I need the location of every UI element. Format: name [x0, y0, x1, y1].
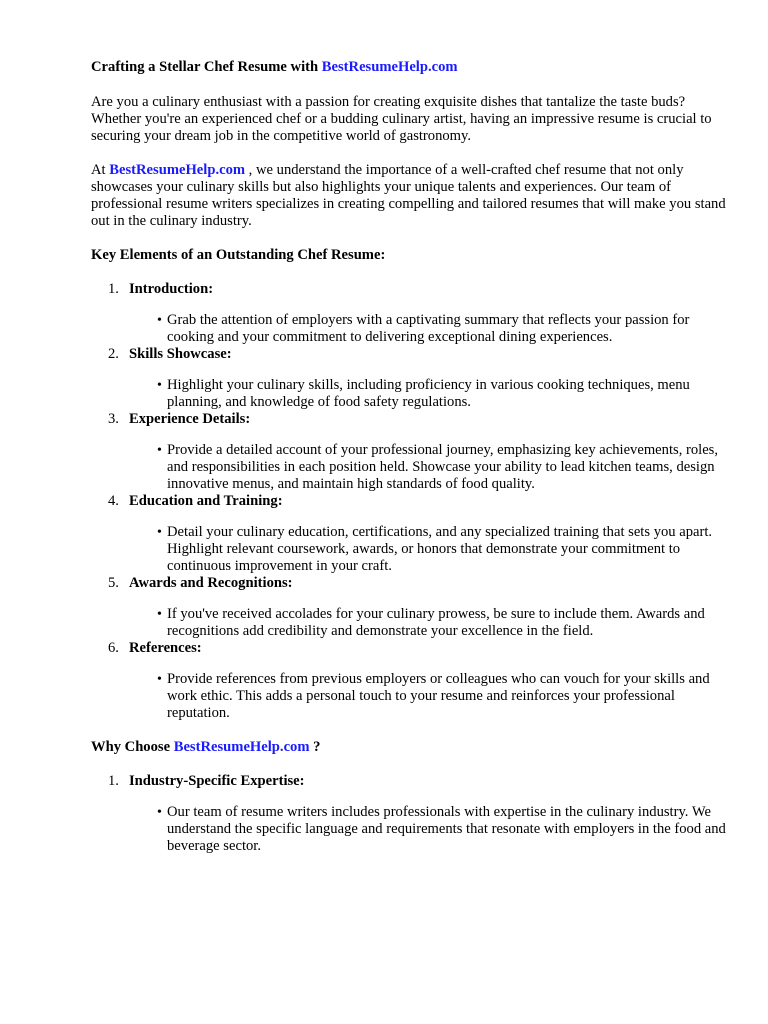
- document-page: [91, 59, 731, 855]
- bullet-item: [129, 671, 731, 722]
- list-item: [91, 411, 731, 493]
- list-item: [91, 493, 731, 575]
- bullet-text: Detail your culinary education, certifications, and any specialized training that sets you apart. Highlight relevant coursework, awards, or honors that demonstrate your commitment to continuous improvement in your craft.: [167, 524, 713, 574]
- key-elements-list: [91, 281, 731, 722]
- about-paragraph: [91, 162, 731, 230]
- list-item: [91, 575, 731, 640]
- item-number: 5.: [108, 575, 119, 591]
- item-title: Introduction:: [129, 281, 214, 297]
- bullet-item: [129, 377, 731, 411]
- bullet-list: [129, 312, 731, 346]
- bullet-list: [129, 606, 731, 640]
- bullet-dot: •: [157, 443, 162, 458]
- bullet-list: [129, 671, 731, 722]
- list-item: [91, 773, 731, 855]
- item-title: References:: [129, 640, 202, 656]
- item-title: Education and Training:: [129, 493, 283, 509]
- title-link[interactable]: BestResumeHelp.com: [321, 59, 458, 75]
- item-title: Experience Details:: [129, 411, 251, 427]
- spacer: [91, 722, 731, 739]
- bullet-dot: •: [157, 672, 162, 687]
- item-number: 1.: [108, 773, 119, 789]
- bullet-dot: •: [157, 525, 162, 540]
- bullet-text: Provide references from previous employers or colleagues who can vouch for your skills and work ethic. This adds a personal touch to your resume and reinforces your professional reputation.: [167, 671, 710, 721]
- bullet-dot: •: [157, 805, 162, 820]
- about-text: , we understand the importance of a well-crafted chef resume that not only showcases your culinary skills but also highlights your unique talents and experiences. Our team of professional resume writers specializes in creating compelling and tailored resumes that will make you stand out in the culinary industry.: [91, 162, 726, 229]
- about-prefix: At: [91, 162, 110, 178]
- item-number: 1.: [108, 281, 119, 297]
- list-item: [91, 281, 731, 346]
- bullet-list: [129, 442, 731, 493]
- item-number: 4.: [108, 493, 119, 509]
- bullet-item: [129, 442, 731, 493]
- bullet-dot: •: [157, 378, 162, 393]
- heading-prefix: Why Choose: [91, 739, 174, 755]
- bullet-item: [129, 606, 731, 640]
- item-title: Industry-Specific Expertise:: [129, 773, 305, 789]
- bullet-list: [129, 804, 731, 855]
- page-title: [91, 59, 731, 76]
- why-choose-link[interactable]: BestResumeHelp.com: [173, 739, 310, 755]
- section-heading-key-elements: Key Elements of an Outstanding Chef Resume:: [91, 247, 386, 263]
- bullet-list: [129, 377, 731, 411]
- bullet-list: [129, 524, 731, 575]
- why-choose-list: [91, 773, 731, 855]
- bullet-text: Highlight your culinary skills, including proficiency in various cooking techniques, menu planning, and knowledge of food safety regulations.: [167, 377, 690, 410]
- item-title: Skills Showcase:: [129, 346, 232, 362]
- heading-suffix: ?: [309, 739, 321, 755]
- bullet-item: [129, 804, 731, 855]
- bullet-item: [129, 312, 731, 346]
- list-item: [91, 346, 731, 411]
- list-item: [91, 640, 731, 722]
- item-number: 6.: [108, 640, 119, 656]
- bullet-dot: •: [157, 313, 162, 328]
- bullet-text: Our team of resume writers includes professionals with expertise in the culinary industry. We understand the specific language and requirements that resonate with employers in the food and beverage sector.: [167, 804, 726, 854]
- bullet-text: Provide a detailed account of your professional journey, emphasizing key achievements, roles, and responsibilities in each position held. Showcase your ability to lead kitchen teams, design innovative menus, and maintain high standards of food quality.: [167, 442, 719, 492]
- title-text: Crafting a Stellar Chef Resume with: [91, 59, 322, 75]
- bullet-text: If you've received accolades for your culinary prowess, be sure to include them. Awards and recognitions add credibility and demonstrate your excellence in the field.: [167, 606, 705, 639]
- section-heading-why-choose: [91, 739, 731, 756]
- bullet-dot: •: [157, 607, 162, 622]
- bullet-item: [129, 524, 731, 575]
- bullet-text: Grab the attention of employers with a captivating summary that reflects your passion for cooking and your commitment to delivering exceptional dining experiences.: [167, 312, 690, 345]
- intro-paragraph: Are you a culinary enthusiast with a passion for creating exquisite dishes that tantalize the taste buds? Whether you're an experienced chef or a budding culinary artist, having an impressive resume is crucial to securing your dream job in the competitive world of gastronomy.: [91, 94, 712, 144]
- item-number: 2.: [108, 346, 119, 362]
- item-title: Awards and Recognitions:: [129, 575, 293, 591]
- about-link[interactable]: BestResumeHelp.com: [109, 162, 246, 178]
- item-number: 3.: [108, 411, 119, 427]
